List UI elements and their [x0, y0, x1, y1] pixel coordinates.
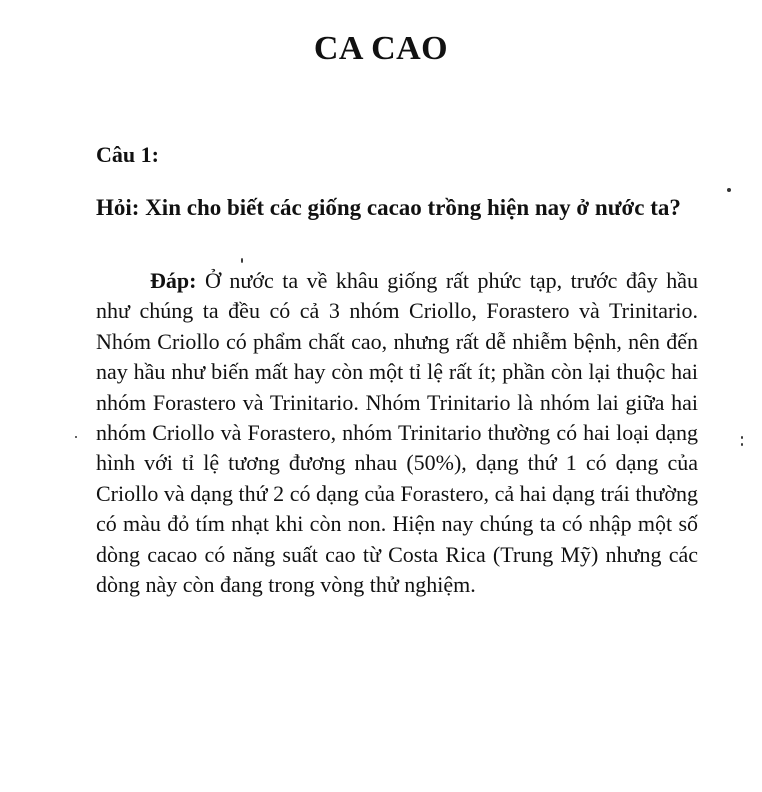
answer-body: Ở nước ta về khâu giống rất phức tạp, trước đây hầu như chúng ta đều có cả 3 nhóm Criollo, Forastero và Trinitario. Nhóm Criollo có phẩm chất cao, nhưng rất dễ nhiễm bệnh, nên đến nay hầu như biến mất hay còn một tỉ lệ rất ít; phần còn lại thuộc hai nhóm Forastero và Trinitario. Nhóm Trinitario là nhóm lai giữa hai nhóm Criollo và Forastero, nhóm Trinitario thường có hai loại dạng hình với tỉ lệ tương đương nhau (50%), dạng thứ 1 có dạng của Criollo và dạng thứ 2 có dạng của Forastero, cả hai dạng trái thường có màu đỏ tím nhạt khi còn non. Hiện nay chúng ta có nhập một số dòng cacao có năng suất cao từ Costa Rica (Trung Mỹ) nhưng các dòng này còn đang trong vòng thử nghiệm. — [96, 268, 699, 598]
answer-label: Đáp: — [150, 268, 197, 293]
answer-paragraph — [96, 266, 698, 600]
scan-speck — [75, 436, 77, 438]
scan-speck — [727, 188, 731, 192]
scan-speck — [741, 443, 743, 446]
question-number: Câu 1: — [96, 142, 159, 167]
scan-speck — [741, 436, 743, 439]
scan-speck — [241, 258, 243, 263]
page-title: CA CAO — [313, 30, 449, 67]
question-text: Hỏi: Xin cho biết các giống cacao trồng hiện nay ở nước ta? — [96, 195, 681, 220]
